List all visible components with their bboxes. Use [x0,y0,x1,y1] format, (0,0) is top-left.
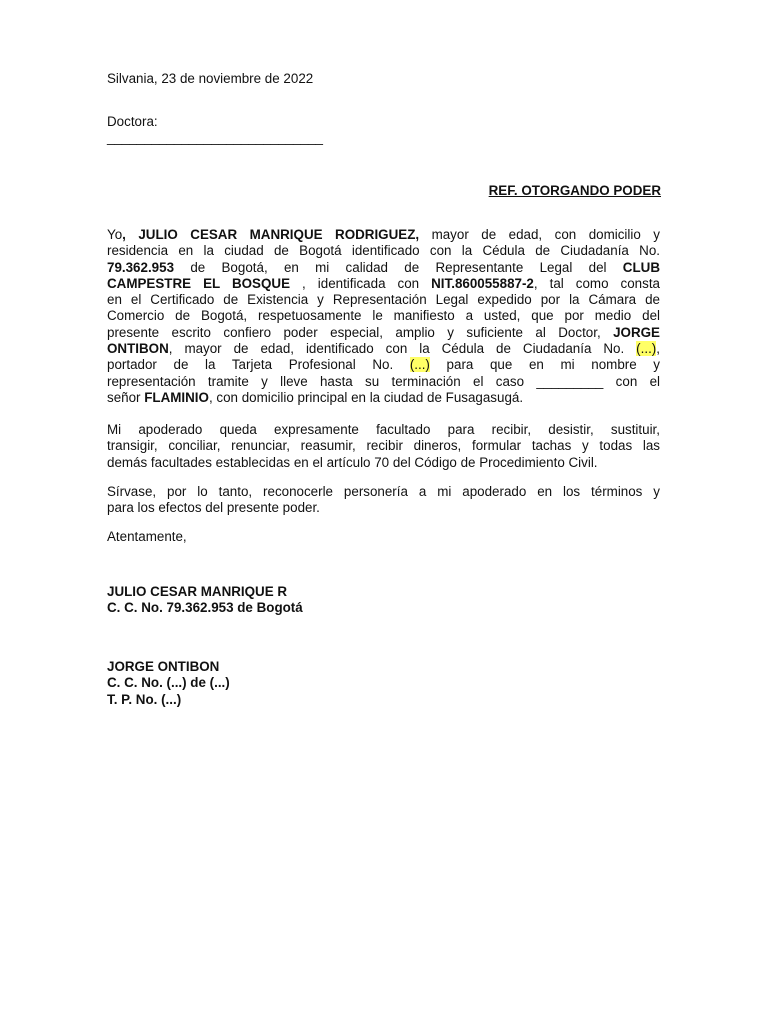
club-name-part1: CLUB [622,259,660,275]
signer1-id: C. C. No. 79.362.953 de Bogotá [107,600,303,616]
paragraph-faculties [107,422,660,471]
p3-line-2: para los efectos del presente poder. [107,500,320,516]
paragraph-request [107,484,660,517]
club-name-part2: CAMPESTRE EL BOSQUE [107,275,291,291]
p1-line-2: residencia en la ciudad de Bogotá identificado con la Cédula de Ciudadanía No. [107,243,660,259]
club-nit: NIT.860055887-2 [431,275,534,291]
highlight-cc-placeholder: (...) [636,341,657,357]
p3-line-1: Sírvase, por lo tanto, reconocerle personería a mi apoderado en los términos y [107,484,660,499]
attorney-name-part2: ONTIBON [107,341,169,357]
p1-line-4: CAMPESTRE EL BOSQUE , identificada con NIT.860055887-2, tal como consta [107,275,660,291]
p1-line-9: portador de la Tarjeta Profesional No. (...) para que en mi nombre y [107,357,661,373]
salutation: Doctora: [107,114,158,129]
signature-block-grantor [107,584,660,617]
p1-line-10: representación tramite y lleve hasta su terminación el caso _________ con el [107,373,660,389]
signer2-id: C. C. No. (...) de (...) [107,675,230,691]
signer2-tp: T. P. No. (...) [107,691,182,707]
p1-line-7: presente escrito confiero poder especial, amplio y suficiente al Doctor, JORGE [107,324,660,340]
p1-line-5: en el Certificado de Existencia y Representación Legal expedido por la Cámara de [107,292,660,308]
p1-line-6: Comercio de Bogotá, respetuosamente le manifiesto a usted, que por medio del [107,308,660,324]
p1-line-1: Yo, JULIO CESAR MANRIQUE RODRIGUEZ, mayor de edad, con domicilio y [107,227,660,242]
p1-line-3: 79.362.953 de Bogotá, en mi calidad de Representante Legal del CLUB [107,259,660,275]
p2-line-3: demás facultades establecidas en el artículo 70 del Código de Procedimiento Civil. [107,454,598,470]
signer1-name: JULIO CESAR MANRIQUE R [107,584,288,599]
p2-line-1: Mi apoderado queda expresamente facultado para recibir, desistir, sustituir, [107,422,660,437]
p2-line-2: transigir, conciliar, renunciar, reasumir, recibir dineros, formular tachas y todas las [107,438,660,454]
closing: Atentamente, [107,529,187,544]
signer2-name: JORGE ONTIBON [107,659,220,674]
p1-line-8: ONTIBON, mayor de edad, identificado con la Cédula de Ciudadanía No. (...), [107,341,660,357]
attorney-name-part1: JORGE [613,324,660,340]
signature-block-attorney [107,659,660,708]
highlight-tp-placeholder: (...) [409,357,430,373]
p1-line-11: señor FLAMINIO, con domicilio principal en la ciudad de Fusagasugá. [107,389,524,405]
counterparty-name: FLAMINIO [144,389,209,405]
addressee-blank: _____________________________ [107,130,323,145]
grantor-name: , JULIO CESAR MANRIQUE RODRIGUEZ, [122,227,420,242]
paragraph-main [107,227,660,406]
place-date: Silvania, 23 de noviembre de 2022 [107,71,314,86]
reference-line: REF. OTORGANDO PODER [488,183,661,198]
grantor-cc: 79.362.953 [107,259,175,275]
